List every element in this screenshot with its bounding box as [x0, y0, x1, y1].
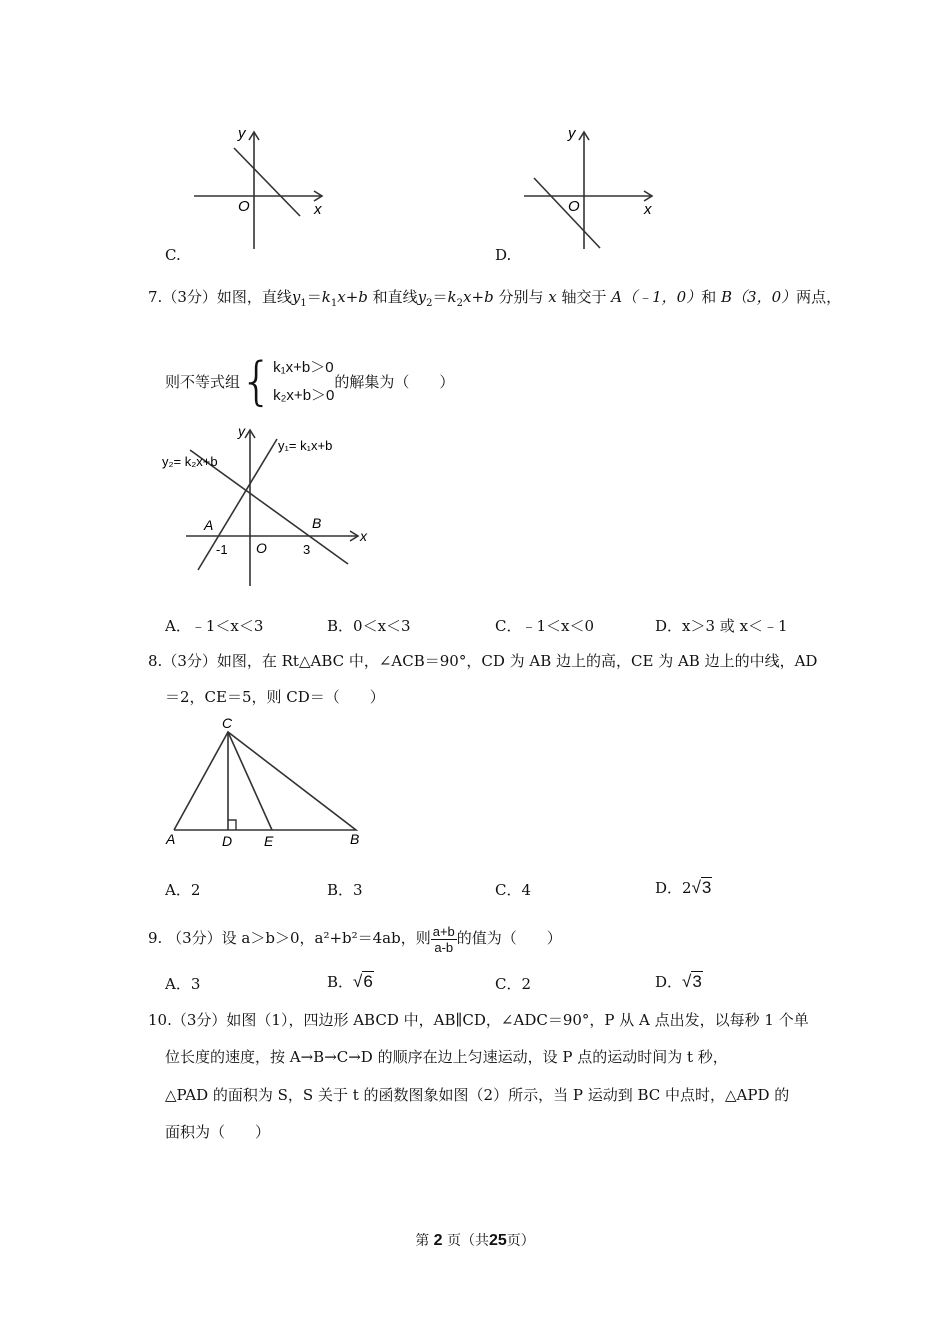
- q8-label-c: C: [222, 715, 233, 731]
- q10-stem-line3: △PAD 的面积为 S，S 关于 t 的函数图象如图（2）所示，当 P 运动到 BC 中点时，△APD 的: [165, 1086, 790, 1104]
- q8-number: 8.: [148, 652, 163, 670]
- q7-option-c-text: ﹣1＜x＜0: [521, 617, 595, 635]
- q8-option-a[interactable]: [165, 879, 200, 900]
- q7-option-c-label: C．: [495, 617, 522, 635]
- q9-number: 9.: [148, 929, 163, 947]
- q6c-y-label: y: [238, 125, 246, 142]
- q7-option-a-text: ﹣1＜x＜3: [190, 617, 264, 635]
- q7-ineq2: k₂x+b＞0: [273, 387, 335, 404]
- q7-point-a: A（﹣1，0）: [611, 288, 702, 306]
- q8-option-b-label: B．: [327, 881, 354, 899]
- footer-total-pages: 25: [489, 1232, 507, 1249]
- q7-stem-part2: 和直线: [372, 288, 418, 306]
- q8-option-d[interactable]: [655, 877, 712, 898]
- q8-option-c-text: 4: [521, 881, 532, 899]
- q6-graph-c: [190, 122, 340, 252]
- q7-stem-part4: 轴交于: [561, 288, 607, 306]
- q7-inequality-system: [273, 354, 334, 410]
- q6c-x-label: x: [314, 201, 322, 218]
- q9-option-a[interactable]: [165, 973, 200, 994]
- q10-line1: 如图（1），四边形 ABCD 中，AB∥CD，∠ADC＝90°，P 从 A 点出发，以每秒 1 个单: [226, 1011, 809, 1029]
- q9-option-a-text: 3: [190, 975, 201, 993]
- q7-x-axis-label: x: [360, 528, 367, 544]
- q7-stem: 7.（3分）如图，直线$y_1=k_1x+b$ 和直线$y_2=k_2x+b$ 分别与 x 轴交于 A（﹣1，0）和 B（3，0）两点，: [148, 288, 842, 309]
- q9-option-b-radicand: 6: [363, 972, 373, 991]
- q8-option-a-text: 2: [190, 881, 201, 899]
- q9-fraction: [431, 924, 457, 955]
- q9-frac-num: a+b: [432, 923, 455, 939]
- q7-option-d-label: D．: [655, 617, 683, 635]
- q7-point-b: B（3，0）: [721, 288, 797, 306]
- q7-stem-part5: 和: [701, 288, 717, 306]
- q7-option-b-text: 0＜x＜3: [353, 617, 411, 635]
- page-footer: [0, 1230, 950, 1250]
- q9-option-c-label: C．: [495, 975, 522, 993]
- q7-line2-prefix: 则不等式组: [165, 373, 241, 391]
- q7-graph: [160, 420, 380, 590]
- q8-label-d: D: [222, 833, 233, 849]
- q9-stem: [148, 920, 562, 956]
- q9-option-c-text: 2: [521, 975, 532, 993]
- q6c-origin-label: O: [238, 198, 250, 215]
- q9-option-a-label: A．: [165, 975, 191, 993]
- q8-option-d-coeff: 2: [682, 879, 692, 897]
- q9-text2: 的值为（ ）: [456, 929, 562, 947]
- q10-score: （3分）: [171, 1011, 227, 1029]
- q8-stem-line1: [148, 650, 817, 671]
- q7-stem-part6: 两点，: [796, 288, 842, 306]
- q9-frac-den: a-b: [434, 939, 454, 955]
- q8-option-c-label: C．: [495, 881, 522, 899]
- q7-y-axis-label: y: [238, 423, 245, 439]
- q7-line2-suffix: 的解集为（ ）: [334, 373, 455, 391]
- q7-y1-label: y₁= k₁x+b: [278, 438, 333, 453]
- q7-option-b-label: B．: [327, 617, 354, 635]
- q8-option-b[interactable]: [327, 879, 363, 900]
- q9-option-d-radicand: 3: [692, 972, 702, 991]
- q8-score: （3分）: [162, 652, 217, 670]
- q7-point-b-label: B: [312, 515, 322, 531]
- q7-option-d-text: x＞3 或 x＜﹣1: [682, 617, 788, 635]
- q7-score: （3分）: [162, 288, 217, 306]
- q6d-y-label: y: [568, 125, 576, 142]
- q8-label-b: B: [350, 831, 360, 847]
- q10-stem-line2: 位长度的速度，按 A→B→C→D 的顺序在边上匀速运动，设 P 点的运动时间为 t 秒，: [165, 1048, 728, 1066]
- q7-stem-part1: 如图，直线: [216, 288, 292, 306]
- q10-stem-line4: 面积为（ ）: [165, 1123, 271, 1141]
- q7-number: 7.: [148, 288, 163, 306]
- q8-stem-line2: ＝2，CE＝5，则 CD＝（ ）: [165, 688, 385, 706]
- q9-text1: 设 a＞b＞0，a²+b²＝4ab，则: [221, 929, 431, 947]
- q9-option-c[interactable]: [495, 973, 531, 994]
- footer-prefix: 第: [415, 1233, 430, 1249]
- sqrt-icon: √3: [682, 972, 702, 991]
- q7-brace-icon: {: [240, 352, 274, 412]
- q9-option-d[interactable]: [655, 971, 703, 992]
- q7-option-a-label: A．: [165, 617, 191, 635]
- q8-option-b-text: 3: [353, 881, 363, 899]
- q10-number: 10.: [148, 1011, 172, 1029]
- q9-option-b[interactable]: [327, 971, 374, 992]
- footer-middle: 页（共: [447, 1233, 489, 1249]
- q7-system-line: [165, 346, 454, 416]
- q9-option-b-label: B．: [327, 973, 354, 991]
- q7-option-a[interactable]: [165, 615, 263, 636]
- q6-option-d-label[interactable]: D.: [495, 246, 512, 264]
- q7-tick-3: 3: [303, 542, 311, 557]
- q6d-origin-label: O: [568, 198, 580, 215]
- q7-point-a-label: A: [204, 517, 214, 533]
- q8-label-e: E: [264, 833, 274, 849]
- q6-graph-d: [520, 122, 670, 252]
- q7-y2-label: y₂= k₂x+b: [162, 454, 218, 469]
- q7-origin-label: O: [256, 540, 267, 556]
- q9-score: （3分）: [167, 929, 222, 947]
- q9-option-d-label: D．: [655, 973, 683, 991]
- q6d-x-label: x: [644, 201, 652, 218]
- q8-option-d-radicand: 3: [701, 878, 712, 897]
- q8-triangle-figure: [160, 712, 370, 852]
- q7-option-b[interactable]: [327, 615, 411, 636]
- q8-line1: 如图，在 Rt△ABC 中，∠ACB＝90°，CD 为 AB 边上的高，CE 为 AB 边上的中线，AD: [216, 652, 818, 670]
- q7-tick-minus1: -1: [216, 542, 228, 557]
- q7-ineq1: k₁x+b＞0: [273, 359, 334, 376]
- q7-option-c[interactable]: [495, 615, 594, 636]
- q10-stem-line1: [148, 1009, 809, 1030]
- q7-stem-part3: 分别与: [498, 288, 544, 306]
- footer-page-number: 2: [433, 1232, 443, 1249]
- q6-option-c-label[interactable]: C.: [165, 246, 181, 264]
- sqrt-icon: √3: [691, 878, 712, 897]
- q8-option-c[interactable]: [495, 879, 531, 900]
- q8-option-a-label: A．: [165, 881, 191, 899]
- footer-suffix: 页）: [506, 1233, 535, 1249]
- q8-label-a: A: [166, 831, 176, 847]
- q8-option-d-label: D．: [655, 879, 683, 897]
- q7-option-d[interactable]: [655, 615, 788, 636]
- sqrt-icon: √6: [353, 972, 373, 991]
